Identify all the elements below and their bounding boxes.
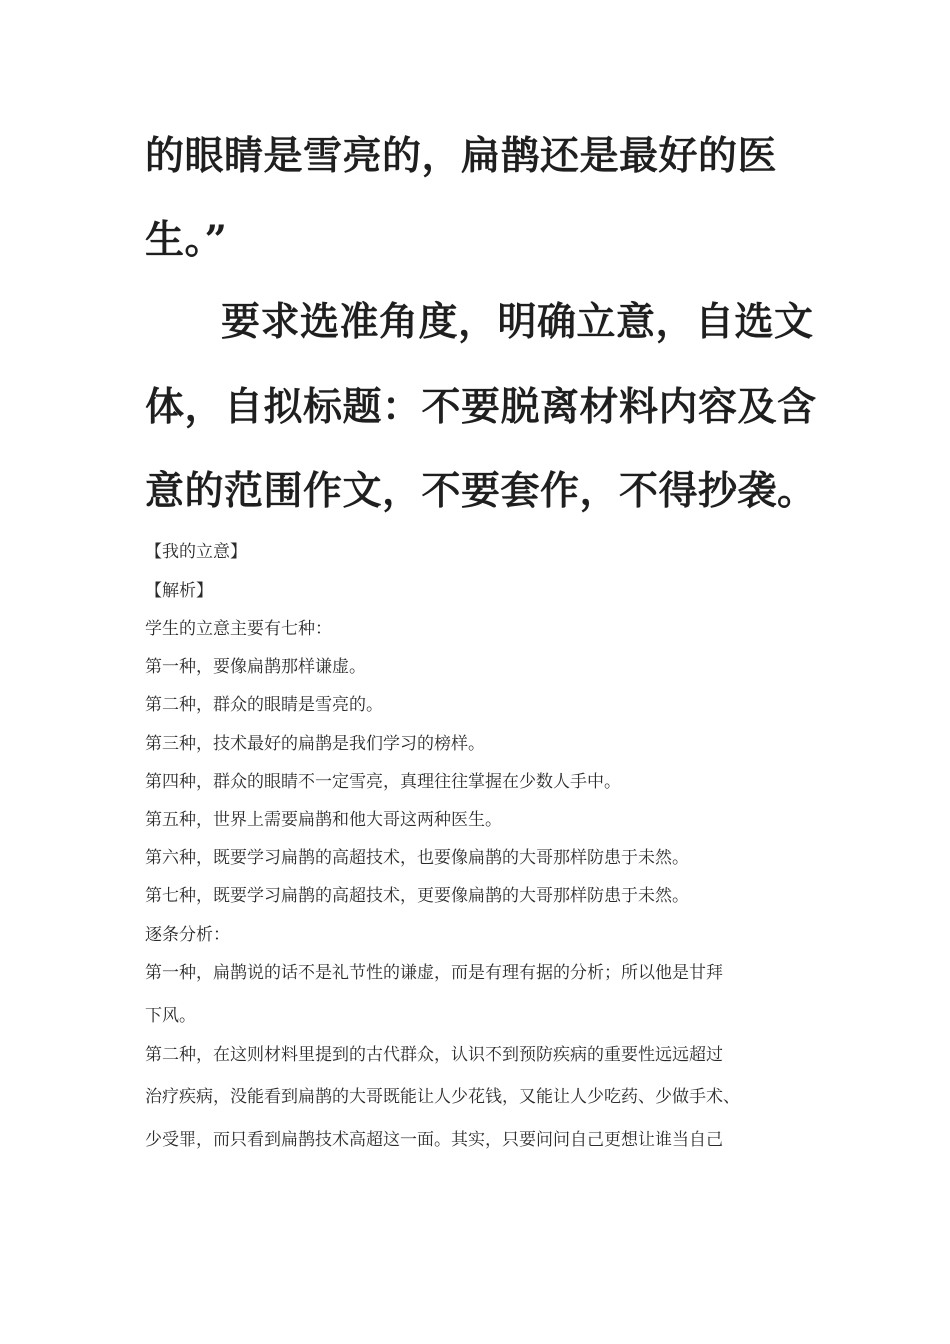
body-line: 第五种，世界上需要扁鹊和他大哥这两种医生。 — [145, 810, 502, 830]
body-line: 第二种，在这则材料里提到的古代群众，认识不到预防疾病的重要性远远超过 — [145, 1045, 723, 1065]
body-line: 治疗疾病，没能看到扁鹊的大哥既能让人少花钱，又能让人少吃药、少做手术、 — [145, 1087, 740, 1107]
body-line: 第二种，群众的眼睛是雪亮的。 — [145, 695, 383, 715]
body-line: 逐条分析： — [145, 925, 230, 945]
body-line: 第一种，要像扁鹊那样谦虚。 — [145, 657, 366, 677]
body-line: 第七种，既要学习扁鹊的高超技术，更要像扁鹊的大哥那样防患于未然。 — [145, 886, 689, 906]
body-line: 第六种，既要学习扁鹊的高超技术，也要像扁鹊的大哥那样防患于未然。 — [145, 848, 689, 868]
body-line: 第四种，群众的眼睛不一定雪亮，真理往往掌握在少数人手中。 — [145, 772, 621, 792]
heading-line-3: 要求选准角度，明确立意，自选文 — [221, 299, 814, 345]
body-line: 第一种，扁鹊说的话不是礼节性的谦虚，而是有理有据的分析；所以他是甘拜 — [145, 963, 723, 983]
body-line: 第三种，技术最好的扁鹊是我们学习的榜样。 — [145, 734, 485, 754]
body-line: 少受罪，而只看到扁鹊技术高超这一面。其实，只要问问自己更想让谁当自己 — [145, 1130, 723, 1150]
heading-line-5: 意的范围作文，不要套作，不得抄袭。 — [145, 468, 817, 514]
section-label-my-idea: 【我的立意】 — [145, 542, 247, 562]
heading-line-1: 的眼睛是雪亮的，扁鹊还是最好的医 — [145, 133, 778, 179]
heading-line-4: 体，自拟标题：不要脱离材料内容及含 — [145, 384, 817, 430]
body-line: 下风。 — [145, 1006, 196, 1026]
heading-line-2: 生。” — [145, 217, 228, 263]
body-line: 学生的立意主要有七种： — [145, 619, 332, 639]
section-label-analysis: 【解析】 — [145, 581, 213, 601]
